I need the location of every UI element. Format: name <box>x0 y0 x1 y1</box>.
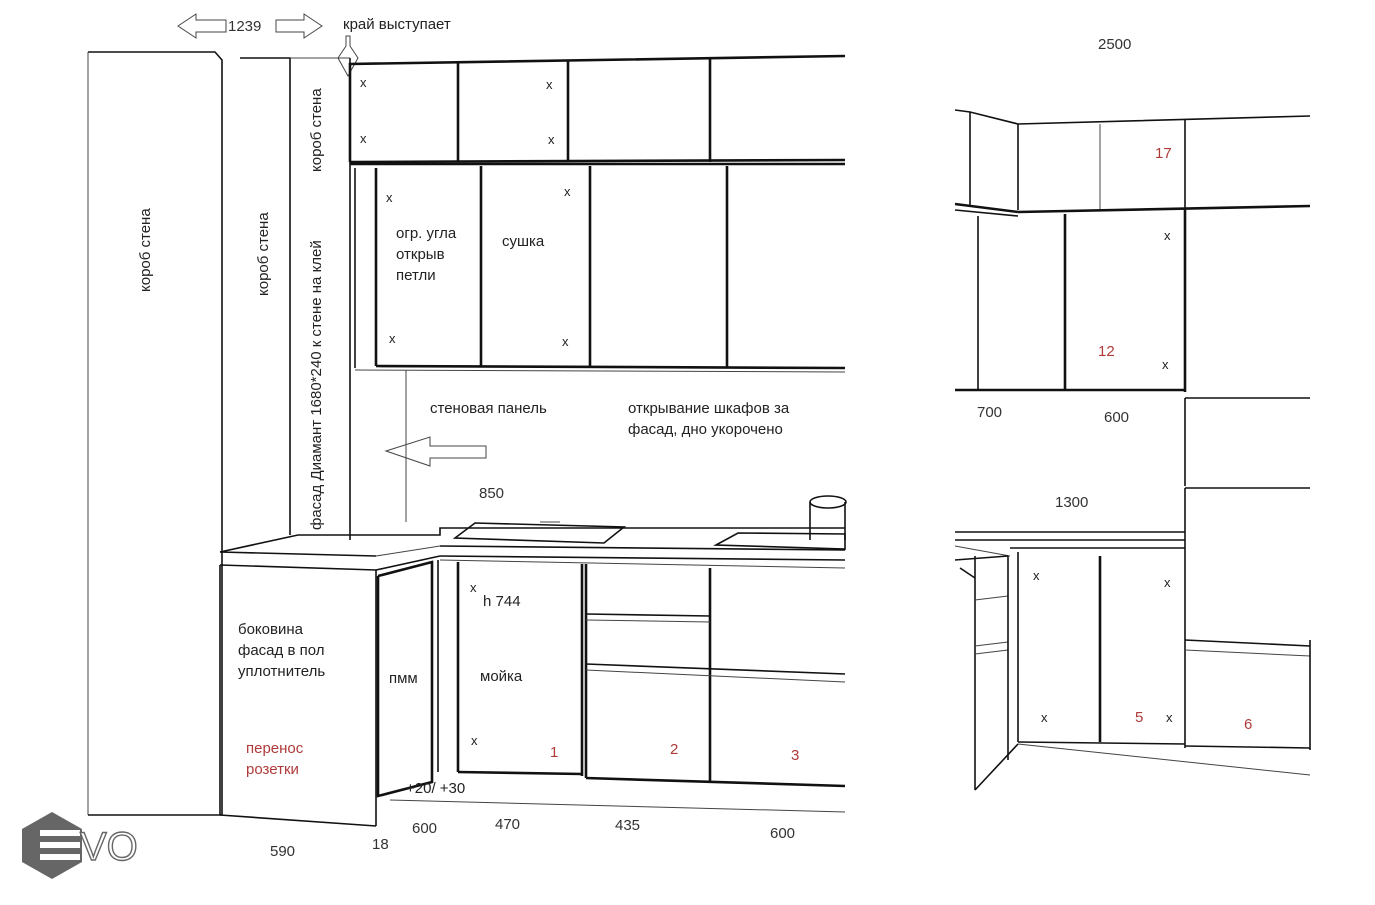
opening-label: фасад, дно укорочено <box>628 421 783 438</box>
dim-600: 600 <box>770 825 796 842</box>
box-wall-top-label: короб стена <box>308 88 325 172</box>
height-label: h 744 <box>483 593 521 610</box>
dim-18: 18 <box>372 836 389 853</box>
mark-x: x <box>546 77 553 92</box>
dryer-label: сушка <box>502 233 545 250</box>
dim-700: 700 <box>977 404 1003 421</box>
mark-x: x <box>389 331 396 346</box>
side-label: фасад в пол <box>238 642 325 659</box>
mark-x: x <box>548 132 555 147</box>
wall-panel-label: стеновая панель <box>430 400 547 417</box>
cabinet-number-2: 2 <box>670 741 679 758</box>
mark-x: x <box>470 580 477 595</box>
dim-850: 850 <box>479 485 505 502</box>
socket-label: перенос <box>246 740 304 757</box>
cabinet-number-6: 6 <box>1244 716 1253 733</box>
mark-x: x <box>1164 228 1171 243</box>
mark-x: x <box>564 184 571 199</box>
box-wall-left-label: короб стена <box>137 208 154 292</box>
mark-x: x <box>1033 568 1040 583</box>
upper-top-row <box>350 56 845 164</box>
mark-x: x <box>1041 710 1048 725</box>
evo-logo-icon <box>22 812 138 879</box>
dim-1300: 1300 <box>1055 494 1089 511</box>
right-view <box>955 36 1310 790</box>
side-label: боковина <box>238 621 303 638</box>
corner-limit-label: огр. угла <box>396 225 457 242</box>
mark-x: x <box>1164 575 1171 590</box>
dim-435: 435 <box>615 817 641 834</box>
mark-x: x <box>471 733 478 748</box>
mark-x: x <box>360 75 367 90</box>
wall-panel <box>355 370 845 522</box>
corner-limit-label: открыв <box>396 246 445 263</box>
mark-x: x <box>360 131 367 146</box>
opening-label: открывание шкафов за <box>628 400 790 417</box>
dim-2500: 2500 <box>1098 36 1132 53</box>
logo-text: VO <box>80 825 138 869</box>
cabinet-number-1: 1 <box>550 744 559 761</box>
sink-label: мойка <box>480 668 523 685</box>
edge-protrudes-label: край выступает <box>343 16 451 33</box>
cabinet-number-12: 12 <box>1098 343 1115 360</box>
dim-600: 600 <box>412 820 438 837</box>
dim-590: 590 <box>270 843 296 860</box>
dim-600-right: 600 <box>1104 409 1130 426</box>
side-label: уплотнитель <box>238 663 326 680</box>
facade-vertical-label: фасад Диамант 1680*240 к стене на клей <box>308 240 325 530</box>
box-wall-mid-label: короб стена <box>255 212 272 296</box>
socket-label: розетки <box>246 761 299 778</box>
dimension-1239 <box>178 14 358 76</box>
corner-limit-label: петли <box>396 267 436 284</box>
lower-cabinets <box>220 560 845 826</box>
cabinet-number-17: 17 <box>1155 145 1172 162</box>
mark-x: x <box>562 334 569 349</box>
mark-x: x <box>386 190 393 205</box>
plus-label: +20/ +30 <box>406 780 466 797</box>
dim-1239: 1239 <box>228 18 262 35</box>
dishwasher-label: пмм <box>389 670 418 687</box>
mark-x: x <box>1162 357 1169 372</box>
dim-470: 470 <box>495 816 521 833</box>
cabinet-number-5: 5 <box>1135 709 1144 726</box>
cabinet-number-3: 3 <box>791 747 800 764</box>
mark-x: x <box>1166 710 1173 725</box>
